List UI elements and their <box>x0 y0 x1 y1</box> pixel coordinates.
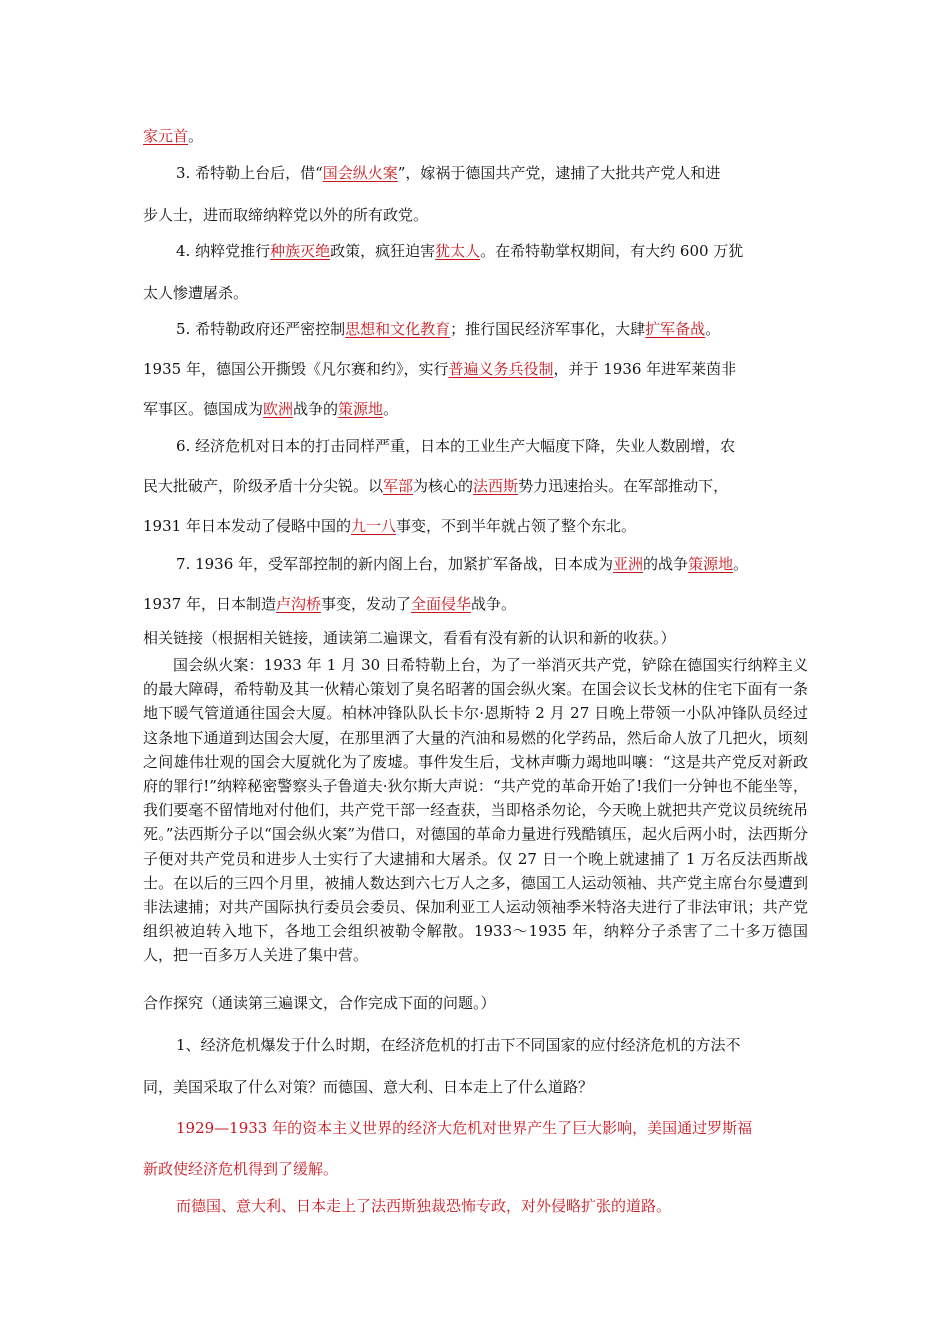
text: 政策，疯狂迫害 <box>330 242 436 260</box>
answer-fill: 全面侵华 <box>410 595 471 613</box>
text: 。 <box>383 400 399 418</box>
answer-fill: 犹太人 <box>435 242 481 260</box>
answer-1-line-2: 新政使经济危机得到了缓解。 <box>143 1160 339 1178</box>
item-3-line-1 <box>176 163 720 183</box>
text: 。 <box>188 127 204 145</box>
answer-fill: 普遍义务兵役制 <box>448 360 554 378</box>
text: 3. 希特勒上台后，借“ <box>176 164 323 182</box>
text: 4. 纳粹党推行 <box>176 242 271 260</box>
item-5-line-3 <box>143 399 398 419</box>
answer-fill: 扩军备战 <box>645 320 706 338</box>
item-4-line-1 <box>176 241 743 261</box>
text: ，并于 1936 年进军莱茵非 <box>553 360 737 378</box>
text: 1937 年，日本制造 <box>143 595 276 613</box>
text: 的战争 <box>643 555 689 573</box>
item-6-line-1: 6. 经济危机对日本的打击同样严重，日本的工业生产大幅度下降，失业人数剧增，农 <box>176 437 736 455</box>
item-5-line-1 <box>176 319 720 339</box>
cooperate-heading: 合作探究（通读第三遍课文，合作完成下面的问题。） <box>143 994 496 1012</box>
text: 。在希特勒掌权期间，有大约 600 万犹 <box>480 242 744 260</box>
text: 7. 1936 年，受军部控制的新内阁上台，加紧扩军备战，日本成为 <box>176 555 614 573</box>
text: 事变，发动了 <box>320 595 411 613</box>
item-6-line-2 <box>143 476 728 496</box>
answer-fill: 策源地 <box>338 400 384 418</box>
item-4-line-2: 太人惨遭屠杀。 <box>143 284 249 302</box>
answer-fill: 家元首 <box>143 127 189 145</box>
text: 事变，不到半年就占领了整个东北。 <box>395 517 636 535</box>
answer-fill: 军部 <box>383 477 414 495</box>
text: 军事区。德国成为 <box>143 400 264 418</box>
answer-fill: 种族灭绝 <box>270 242 331 260</box>
answer-fill: 策源地 <box>688 555 734 573</box>
answer-fill: 欧洲 <box>263 400 294 418</box>
text: ；推行国民经济军事化，大肆 <box>450 320 646 338</box>
answer-1-line-1: 1929—1933 年的资本主义世界的经济大危机对世界产生了巨大影响，美国通过罗斯福 <box>176 1119 753 1137</box>
text: 势力迅速抬头。在军部推动下， <box>518 477 729 495</box>
item-5-line-2 <box>143 359 736 379</box>
item-7-line-2 <box>143 594 516 614</box>
text: ”，嫁祸于德国共产党，逮捕了大批共产党人和进 <box>397 164 721 182</box>
continuation-line <box>143 126 203 146</box>
answer-fill: 亚洲 <box>613 555 644 573</box>
text: 。 <box>733 555 749 573</box>
answer-fill: 国会纵火案 <box>322 164 398 182</box>
text: 1935 年，德国公开撕毁《凡尔赛和约》，实行 <box>143 360 449 378</box>
text: 。 <box>705 320 721 338</box>
item-7-line-1 <box>176 554 748 574</box>
answer-2: 而德国、意大利、日本走上了法西斯独裁恐怖专政，对外侵略扩张的道路。 <box>176 1197 672 1215</box>
text: 为核心的 <box>413 477 474 495</box>
answer-fill: 卢沟桥 <box>275 595 321 613</box>
text: 民大批破产，阶级矛盾十分尖锐。以 <box>143 477 384 495</box>
item-3-line-2: 步人士，进而取缔纳粹党以外的所有政党。 <box>143 206 429 224</box>
text: 战争的 <box>293 400 339 418</box>
item-6-line-3 <box>143 516 636 536</box>
text: 战争。 <box>471 595 517 613</box>
answer-fill: 思想和文化教育 <box>345 320 451 338</box>
related-links-heading: 相关链接（根据相关链接，通读第二遍课文，看看有没有新的认识和新的收获。） <box>143 629 676 647</box>
text: 1931 年日本发动了侵略中国的 <box>143 517 351 535</box>
answer-fill: 法西斯 <box>473 477 519 495</box>
answer-fill: 九一八 <box>350 517 396 535</box>
text: 5. 希特勒政府还严密控制 <box>176 320 346 338</box>
related-links-body: 国会纵火案：1933 年 1 月 30 日希特勒上台，为了一举消灭共产党，铲除在德国实行纳粹主义的最大障碍，希特勒及其一伙精心策划了臭名昭著的国会纵火案。在国会议长戈林的住宅下面有一条地下暖气管道通往国会大厦。柏林冲锋队队长卡尔·恩斯特 2 月 27 日晚上带领一小队冲锋队员经过这条地下通道到达国会大厦，在那里洒了大量的汽油和易燃的化学药品，然后命人放了几把火，顷刻之间雄伟壮观的国会大厦就化为了废墟。事件发生后，戈林声嘶力竭地叫嚷：“这是共产党反对新政府的罪行!”纳粹秘密警察头子鲁道夫·狄尔斯大声说：“共产党的革命开始了!我们一分钟也不能坐等，我们要毫不留情地对付他们，共产党干部一经查获，当即格杀勿论，今天晚上就把共产党议员统统吊死。”法西斯分子以“国会纵火案”为借口，对德国的革命力量进行残酷镇压，起火后两小时，法西斯分子便对共产党员和进步人士实行了大逮捕和大屠杀。仅 27 日一个晚上就逮捕了 1 万名反法西斯战士。在以后的三四个月里，被捕人数达到六七万人之多，德国工人运动领袖、共产党主席台尔曼遭到非法逮捕；对共产国际执行委员会委员、保加利亚工人运动领袖季米特洛夫进行了非法审讯；共产党组织被迫转入地下，各地工会组织被勒令解散。1933～1935 年，纳粹分子杀害了二十多万德国人，把一百多万人关进了集中营。 <box>143 656 808 965</box>
question-1-line-1: 1、经济危机爆发于什么时期，在经济危机的打击下不同国家的应付经济危机的方法不 <box>176 1036 741 1054</box>
question-1-line-2: 同，美国采取了什么对策？而德国、意大利、日本走上了什么道路？ <box>143 1078 594 1096</box>
